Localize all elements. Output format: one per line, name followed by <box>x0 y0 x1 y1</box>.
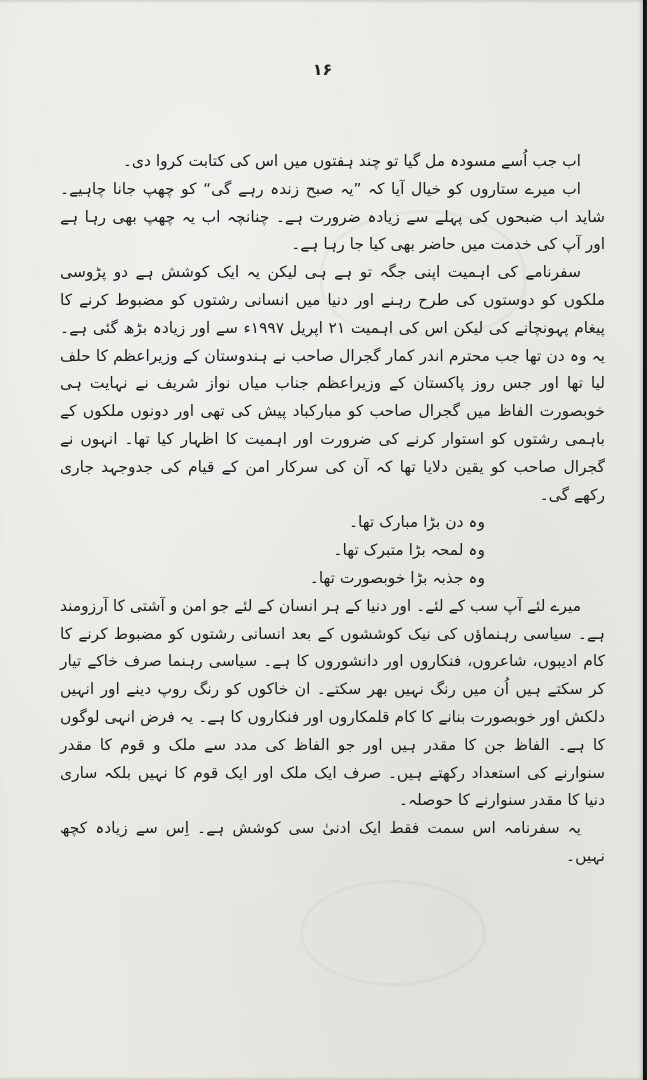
show-through-mark <box>300 880 486 986</box>
paragraph: سفرنامے کی اہمیت اپنی جگہ تو ہے ہی لیکن یہ ایک کوشش ہے دو پڑوسی ملکوں کو دوستوں کی طرح رہنے اور دنیا میں انسانی رشتوں کو مضبوط کرنے کا پیغام پہونچانے کی لیکن اس کی اہمیت ۲۱ اپریل ۱۹۹۷ء سے اور زیادہ بڑھ گئی ہے۔ یہ وہ دن تھا جب محترم اندر کمار گجرال صاحب نے ہندوستان کے وزیراعظم کا حلف لیا تھا اور جس روز پاکستان کے وزیراعظم جناب میاں نواز شریف نے نہایت ہی خوبصورت الفاظ میں گجرال صاحب کو مبارکباد پیش کی تھی اور دونوں ملکوں کے باہمی رشتوں کو استوار کرنے کی ضرورت اور اہمیت کا اظہار کیا تھا۔ انہوں نے گجرال صاحب کو یقین دلایا تھا کہ آن کی سرکار امن کے قیام کی جدوجہد جاری رکھے گی۔ <box>60 263 605 504</box>
paragraph: میرے لئے آپ سب کے لئے۔ اور دنیا کے ہر انسان کے لئے جو امن و آشتی کا آرزومند ہے۔ سیاسی رہنماؤں کی نیک کوششوں کے بعد انسانی رشتوں کو مضبوط کرنے کا کام ادیبوں، شاعروں، فنکاروں اور دانشوروں کا ہے۔ سیاسی رہنما صرف خاکے تیار کر سکتے ہیں اُن میں رنگ نہیں بھر سکتے۔ ان خاکوں کو رنگ روپ دینے اور انہیں دلکش اور خوبصورت بنانے کا کام قلمکاروں اور فنکاروں کا ہے۔ یہ فرض انہی لوگوں کا ہے۔ الفاظ جن کا مقدر ہیں اور جو الفاظ کی مدد سے ملک و قوم کا مقدر سنوارنے کی استعداد رکھتے ہیں۔ صرف ایک ملک اور ایک قوم کا نہیں بلکہ ساری دنیا کا مقدر سنوارنے کا حوصلہ۔ <box>60 596 605 810</box>
short-line: وہ لمحہ بڑا متبرک تھا۔ <box>333 541 485 560</box>
short-line: وہ دن بڑا مبارک تھا۔ <box>348 513 485 532</box>
short-line: وہ جذبہ بڑا خوبصورت تھا۔ <box>309 568 485 587</box>
paragraph: اب جب اُسے مسودہ مل گیا تو چند ہفتوں میں اس کی کتابت کروا دی۔ <box>122 152 581 170</box>
paragraph: اب میرے ستاروں کو خیال آیا کہ ”یہ صبح زندہ رہے گی“ کو چھپ جانا چاہیے۔ شاید اب ضبحوں کی پہلے سے زیادہ ضرورت ہے۔ چنانچہ اب یہ چھپ بھی رہا ہے اور آپ کی خدمت میں حاضر بھی کیا جا رہا ہے۔ <box>60 179 605 254</box>
scan-edge <box>643 0 645 1080</box>
page-body <box>60 148 605 871</box>
paragraph: یہ سفرنامہ اس سمت فقط ایک ادنیٰ سی کوشش ہے۔ اِس سے زیادہ کچھ نہیں۔ <box>60 819 605 865</box>
page-number: ۱۶ <box>312 60 333 79</box>
